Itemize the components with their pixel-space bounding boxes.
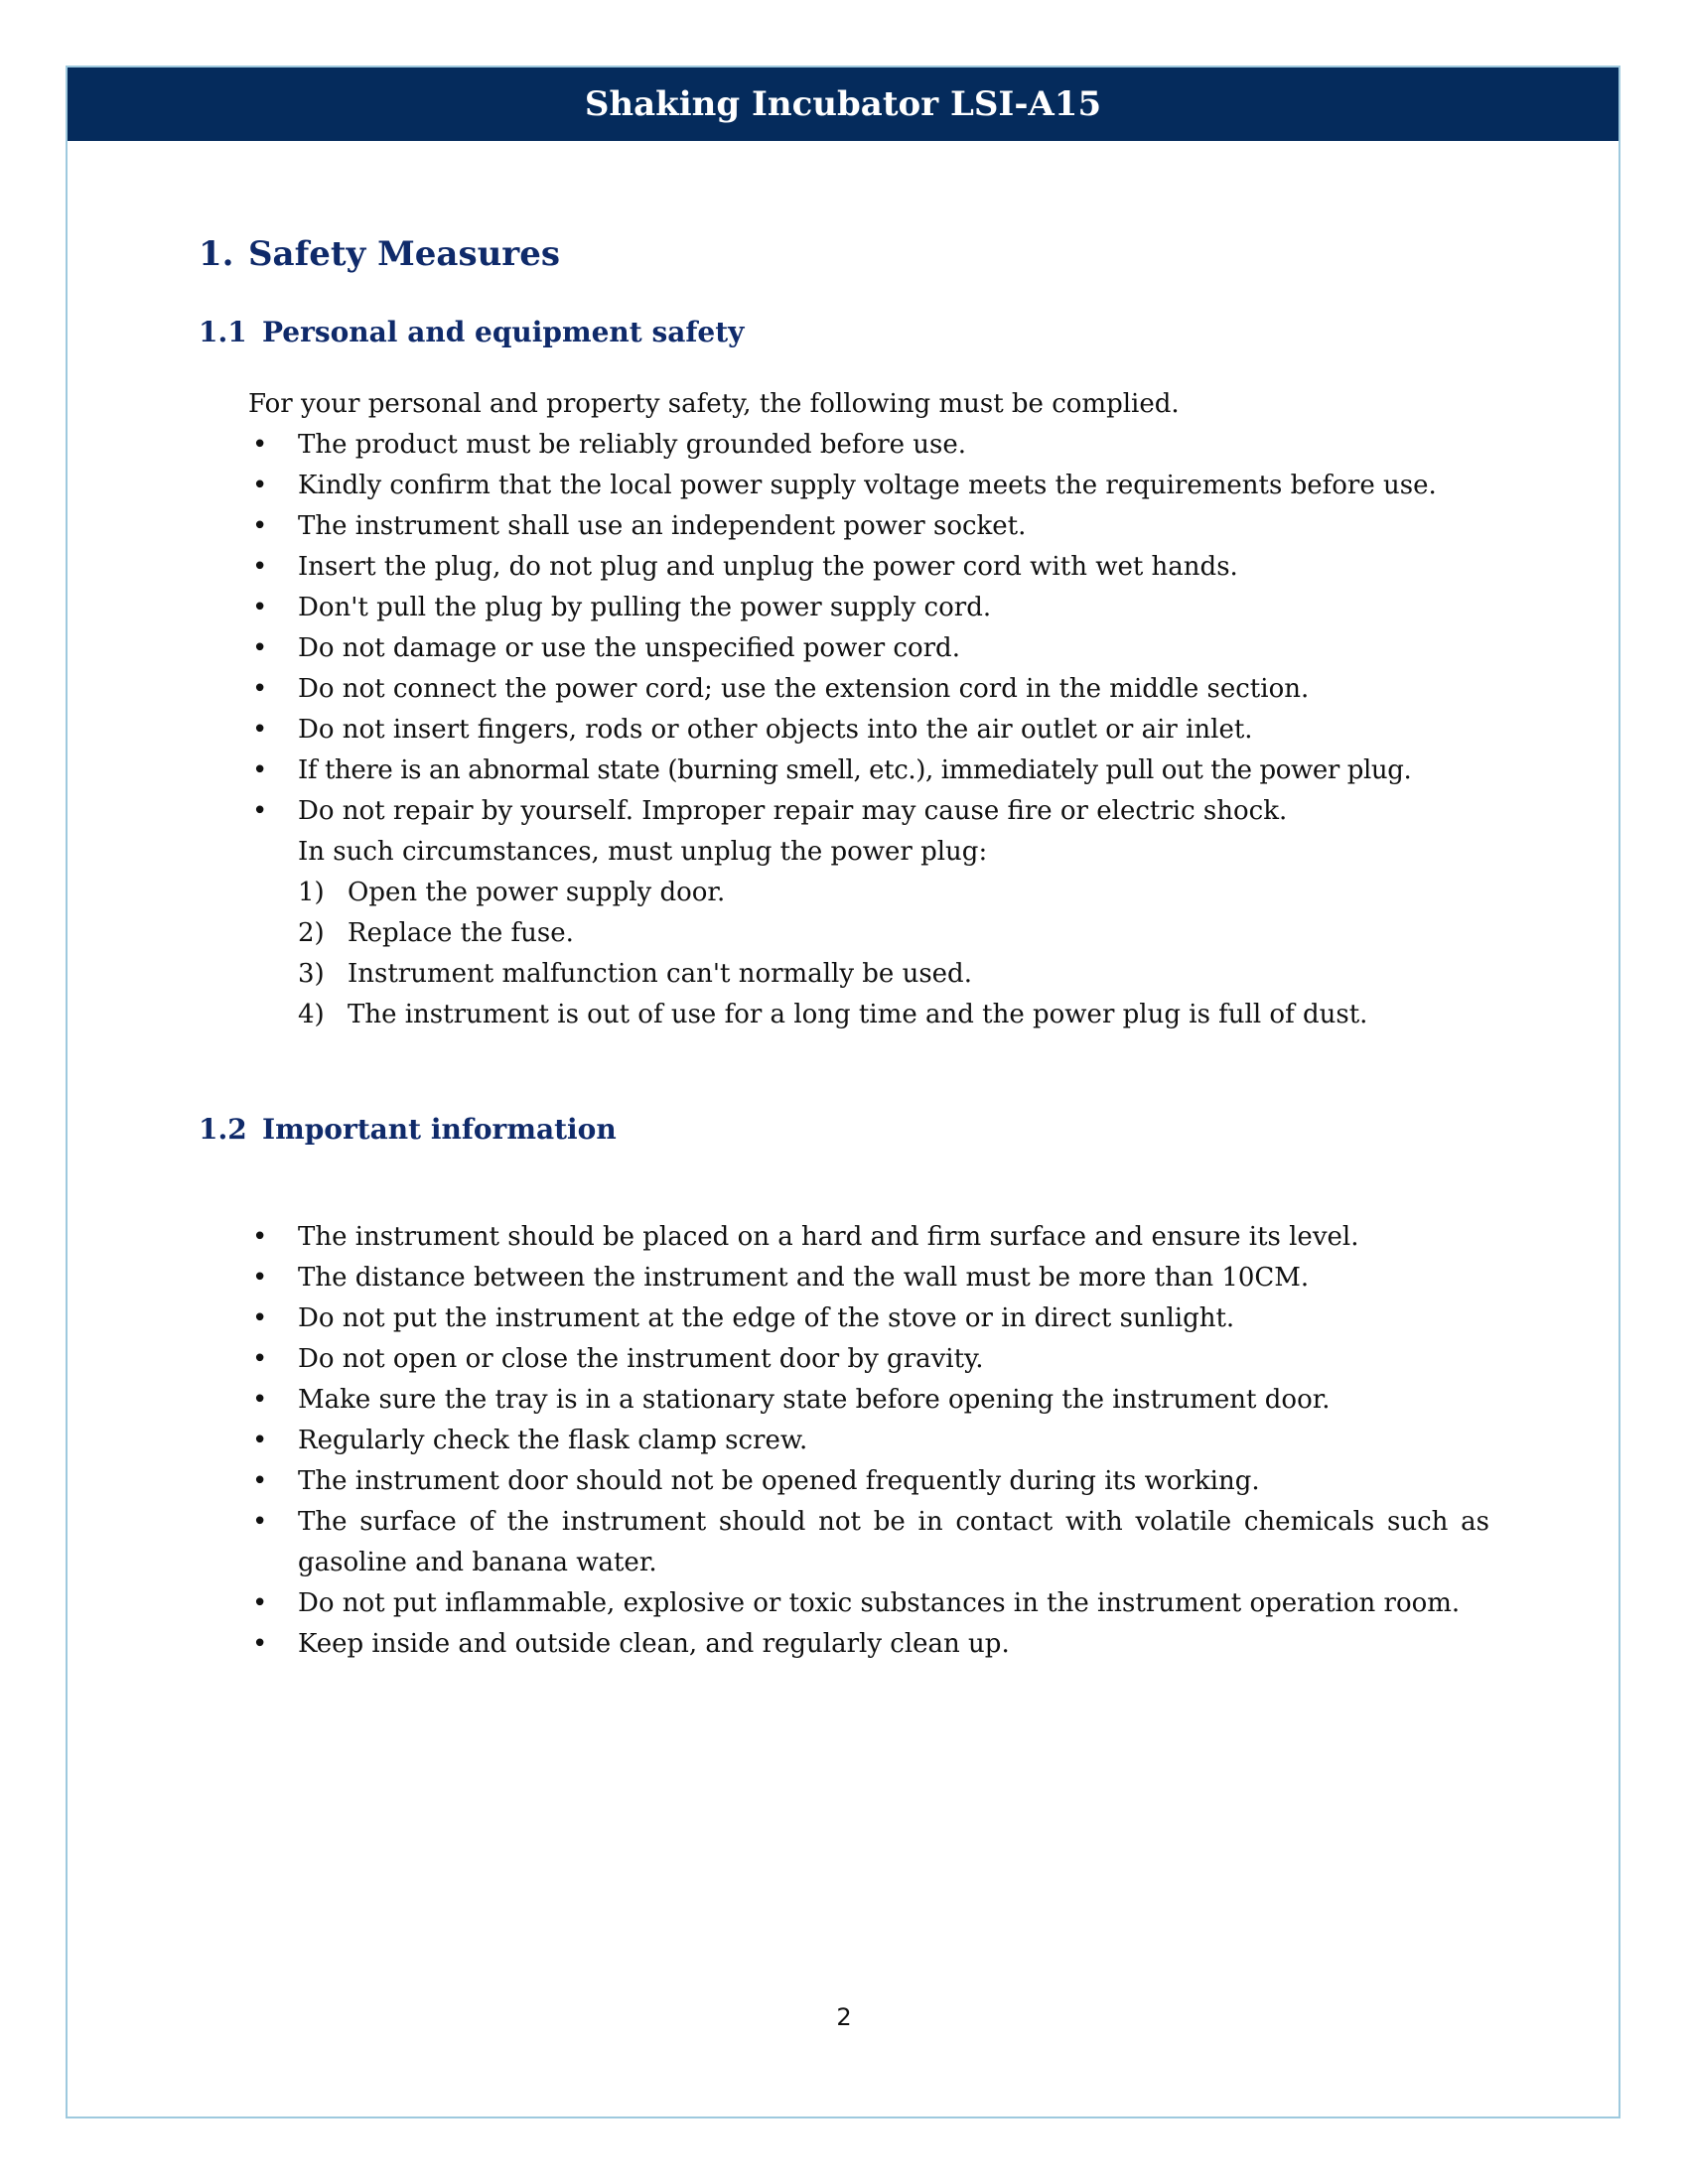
bullet-icon: • xyxy=(252,674,268,704)
list-item: • The surface of the instrument should not be in contact with volatile chemicals such as gasoline and banana water. xyxy=(248,1502,1489,1583)
bullet-icon: • xyxy=(252,511,268,541)
numbered-item: 3) Instrument malfunction can't normally be used. xyxy=(298,959,972,989)
subsection-heading-personal-safety xyxy=(199,316,1489,348)
list-item: • Make sure the tray is in a stationary state before opening the instrument door. xyxy=(248,1380,1489,1421)
section-title: Safety Measures xyxy=(248,234,560,274)
list-item: • Do not connect the power cord; use the extension cord in the middle section. xyxy=(248,669,1489,710)
bullet-icon: • xyxy=(252,1507,268,1537)
list-item: • The instrument should be placed on a hard and firm surface and ensure its level. xyxy=(248,1217,1489,1258)
bullet-icon: • xyxy=(252,715,268,745)
important-information-list xyxy=(199,1217,1489,1665)
list-item: • Kindly confirm that the local power supply voltage meets the requirements before use. xyxy=(248,466,1489,506)
subsection-title: Important information xyxy=(262,1113,617,1146)
document-header xyxy=(68,68,1618,141)
section-number: 1. xyxy=(199,234,234,274)
bullet-icon: • xyxy=(252,593,268,622)
page-content xyxy=(199,234,1489,1665)
list-item: • The distance between the instrument and the wall must be more than 10CM. xyxy=(248,1258,1489,1298)
list-item: • Keep inside and outside clean, and regularly clean up. xyxy=(248,1624,1489,1665)
intro-paragraph: For your personal and property safety, the following must be complied. xyxy=(248,389,1180,419)
bullet-icon: • xyxy=(252,755,268,785)
section-heading-safety-measures xyxy=(199,234,1489,274)
subsection-title: Personal and equipment safety xyxy=(262,316,745,348)
list-item: • Do not insert fingers, rods or other objects into the air outlet or air inlet. xyxy=(248,710,1489,751)
list-item: • If there is an abnormal state (burning smell, etc.), immediately pull out the power plug. xyxy=(248,751,1489,791)
bullet-icon: • xyxy=(252,1222,268,1252)
bullet-icon: • xyxy=(252,471,268,500)
list-item: • The product must be reliably grounded before use. xyxy=(248,425,1489,466)
bullet-icon: • xyxy=(252,430,268,460)
bullet-icon: • xyxy=(252,633,268,663)
list-item: • The instrument door should not be opened frequently during its working. xyxy=(248,1461,1489,1502)
bullet-icon: • xyxy=(252,552,268,582)
page-number: 2 xyxy=(836,2003,852,2031)
list-item: • The instrument shall use an independent power socket. xyxy=(248,506,1489,547)
bullet-icon: • xyxy=(252,1344,268,1374)
circumstances-note: In such circumstances, must unplug the power plug: xyxy=(298,837,988,867)
bullet-icon: • xyxy=(252,1629,268,1659)
header-title: Shaking Incubator LSI-A15 xyxy=(584,84,1102,124)
bullet-icon: • xyxy=(252,796,268,826)
numbered-item: 4) The instrument is out of use for a long time and the power plug is full of dust. xyxy=(298,1000,1368,1029)
bullet-icon: • xyxy=(252,1466,268,1496)
numbered-item: 1) Open the power supply door. xyxy=(298,878,726,907)
bullet-icon: • xyxy=(252,1263,268,1293)
bullet-icon: • xyxy=(252,1303,268,1333)
subsection-number: 1.2 xyxy=(199,1113,247,1146)
unplug-circumstances-list xyxy=(298,873,1489,1035)
list-item: • Regularly check the flask clamp screw. xyxy=(248,1421,1489,1461)
list-item: • Do not put the instrument at the edge of the stove or in direct sunlight. xyxy=(248,1298,1489,1339)
list-item: • Do not repair by yourself. Improper repair may cause fire or electric shock. In such circumstances, must unplug the power plug: 1) Open the power supply door. 2) Replace the fuse. 3) Instrument malfunction can't normally be used. 4) The instrument is out of use for a long time and the power plug is full of dust. xyxy=(248,791,1489,1035)
list-item: • Do not damage or use the unspecified power cord. xyxy=(248,628,1489,669)
bullet-icon: • xyxy=(252,1588,268,1618)
personal-safety-list xyxy=(199,425,1489,1035)
list-item: • Do not put inflammable, explosive or toxic substances in the instrument operation room. xyxy=(248,1583,1489,1624)
bullet-icon: • xyxy=(252,1426,268,1455)
list-item: • Don't pull the plug by pulling the power supply cord. xyxy=(248,588,1489,628)
numbered-item: 2) Replace the fuse. xyxy=(298,918,574,948)
list-item: • Do not open or close the instrument door by gravity. xyxy=(248,1339,1489,1380)
subsection-number: 1.1 xyxy=(199,316,247,348)
bullet-icon: • xyxy=(252,1385,268,1415)
list-item: • Insert the plug, do not plug and unplug the power cord with wet hands. xyxy=(248,547,1489,588)
subsection-heading-important-information xyxy=(199,1113,1489,1146)
